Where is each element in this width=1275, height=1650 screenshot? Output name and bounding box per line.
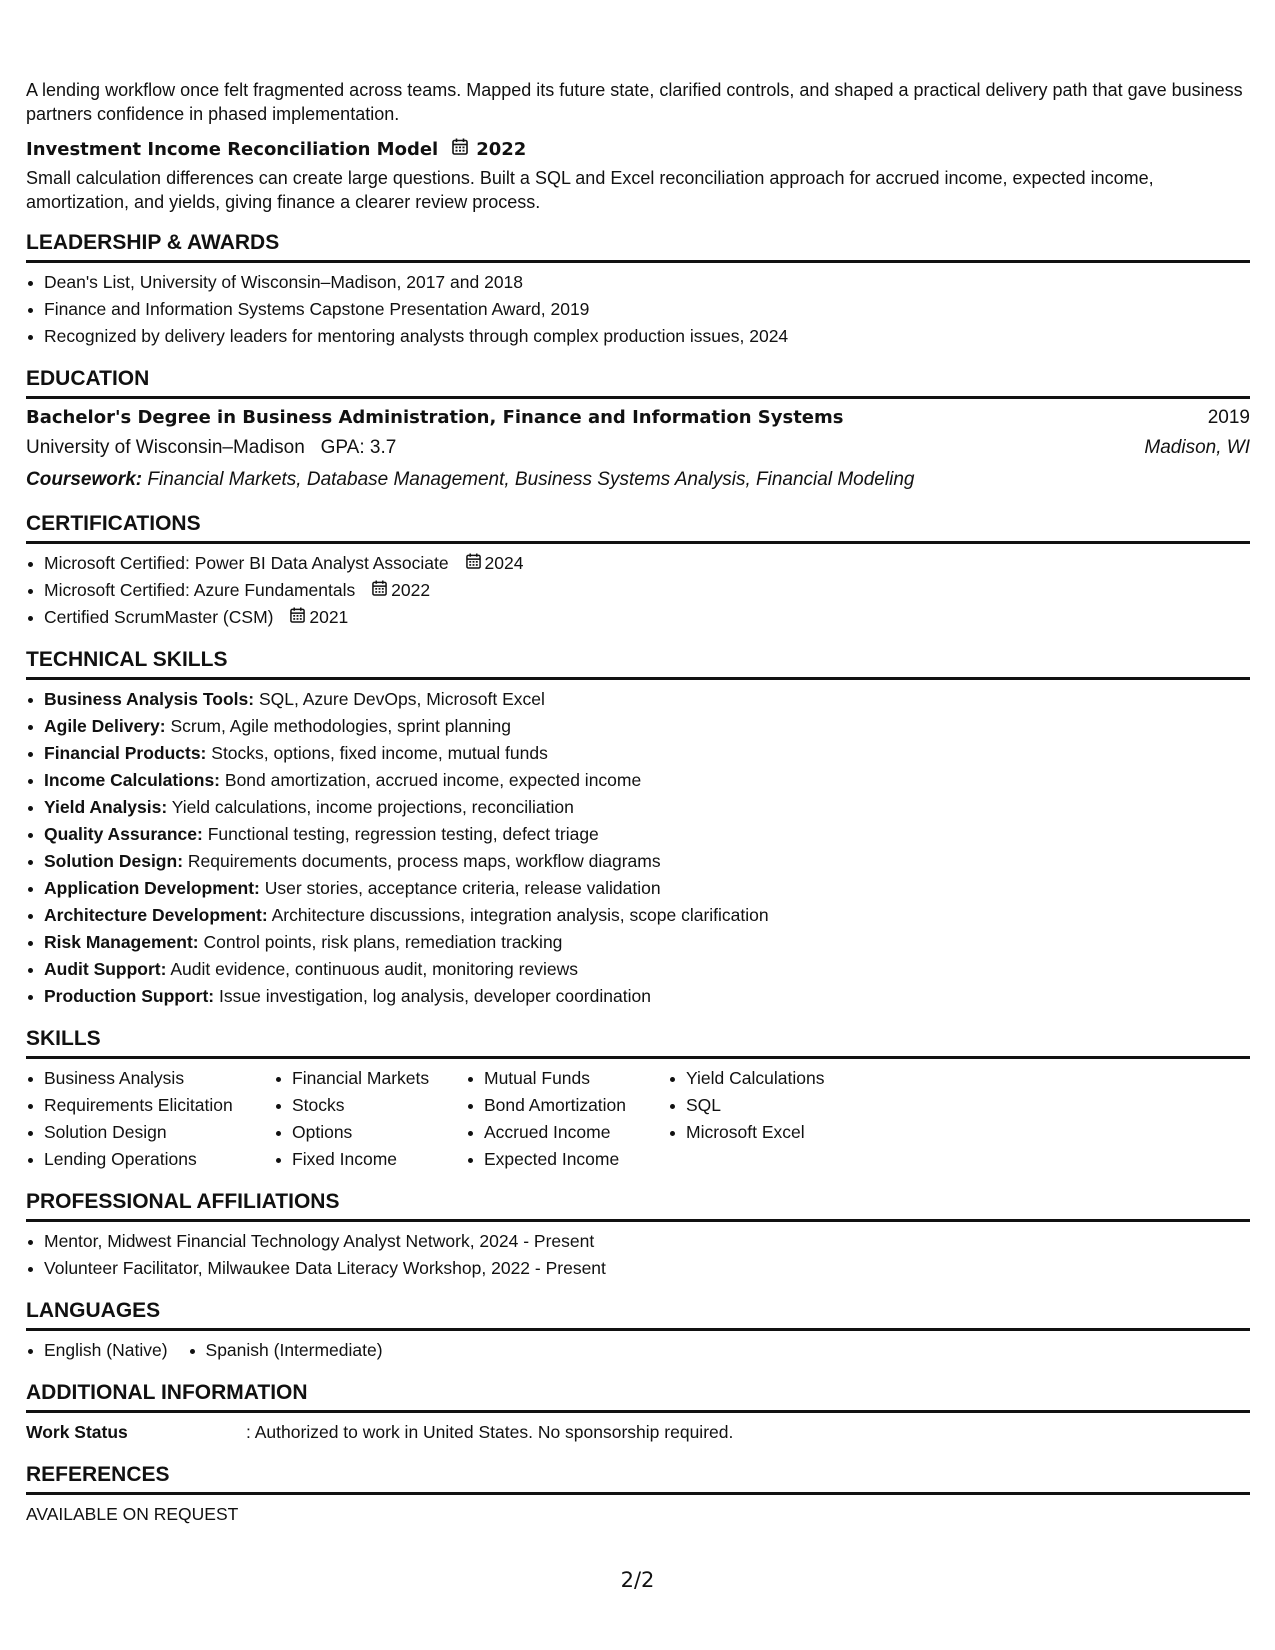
school-location: Madison, WI: [1144, 437, 1250, 458]
coursework-list: Financial Markets, Database Management, Business Systems Analysis, Financial Modeling: [147, 469, 915, 490]
skill-value: User stories, acceptance criteria, release validation: [264, 878, 661, 898]
section-heading-references: REFERENCES: [26, 1462, 1250, 1495]
skill-value: Scrum, Agile methodologies, sprint planning: [170, 716, 511, 736]
section-heading-education: EDUCATION: [26, 366, 1250, 399]
technical-skills-list: [26, 686, 1250, 1010]
list-item: English (Native): [26, 1337, 168, 1364]
skill-value: Stocks, options, fixed income, mutual funds: [211, 743, 548, 763]
gpa: GPA: 3.7: [320, 437, 397, 458]
calendar-icon: [372, 577, 387, 604]
skill-label: Architecture Development:: [44, 905, 268, 925]
list-item: [26, 794, 1250, 821]
skill-label: Business Analysis Tools:: [44, 689, 255, 709]
resume-page: [26, 78, 1250, 1528]
list-item: Requirements Elicitation: [26, 1092, 274, 1119]
skill-label: Production Support:: [44, 986, 215, 1006]
list-item: [26, 875, 1250, 902]
certification-year: 2021: [309, 607, 349, 627]
list-item: [26, 740, 1250, 767]
list-item: Recognized by delivery leaders for mentoring analysts through complex production issues, 2024: [26, 323, 1250, 350]
calendar-icon: [466, 550, 481, 577]
degree-title: Bachelor's Degree in Business Administration, Finance and Information Systems: [26, 407, 844, 428]
skill-value: Control points, risk plans, remediation tracking: [203, 932, 563, 952]
languages-list: [26, 1337, 403, 1364]
skill-label: Yield Analysis:: [44, 797, 168, 817]
calendar-icon: [290, 604, 305, 631]
list-item: [26, 686, 1250, 713]
list-item: [26, 767, 1250, 794]
school-name: University of Wisconsin–Madison: [26, 437, 305, 458]
skill-value: Yield calculations, income projections, reconciliation: [171, 797, 574, 817]
affiliations-list: [26, 1228, 1250, 1282]
list-item: [26, 929, 1250, 956]
coursework-label: Coursework:: [26, 469, 143, 490]
skill-label: Application Development:: [44, 878, 260, 898]
skill-value: Functional testing, regression testing, defect triage: [207, 824, 599, 844]
certification-name: Microsoft Certified: Azure Fundamentals: [44, 580, 356, 600]
list-item: [26, 956, 1250, 983]
skills-columns: [26, 1065, 1250, 1173]
work-status-row: [26, 1419, 1250, 1446]
list-item: [26, 713, 1250, 740]
skill-label: Financial Products:: [44, 743, 207, 763]
section-heading-leadership: LEADERSHIP & AWARDS: [26, 230, 1250, 263]
list-item: Expected Income: [466, 1146, 668, 1173]
certification-name: Microsoft Certified: Power BI Data Analyst Associate: [44, 553, 449, 573]
list-item: [26, 604, 1250, 631]
project-description: A lending workflow once felt fragmented across teams. Mapped its future state, clarified controls, and shaped a practical delivery path that gave business partners confidence in phased implementation.: [26, 80, 1243, 124]
list-item: Solution Design: [26, 1119, 274, 1146]
section-heading-certifications: CERTIFICATIONS: [26, 511, 1250, 544]
skill-value: Requirements documents, process maps, workflow diagrams: [187, 851, 661, 871]
degree-year: 2019: [1207, 407, 1250, 428]
list-item: Business Analysis: [26, 1065, 274, 1092]
list-item: Options: [274, 1119, 466, 1146]
skills-column: [668, 1065, 888, 1173]
list-item: Mentor, Midwest Financial Technology Analyst Network, 2024 - Present: [26, 1228, 1250, 1255]
skill-label: Agile Delivery:: [44, 716, 166, 736]
skill-label: Solution Design:: [44, 851, 184, 871]
list-item: Microsoft Excel: [668, 1119, 888, 1146]
skill-value: Architecture discussions, integration analysis, scope clarification: [271, 905, 769, 925]
skills-column: [466, 1065, 668, 1173]
list-item: [26, 983, 1250, 1010]
list-item: [26, 577, 1250, 604]
certification-year: 2024: [484, 553, 524, 573]
certifications-list: [26, 550, 1250, 631]
skills-column: [274, 1065, 466, 1173]
certification-year: 2022: [391, 580, 431, 600]
section-heading-skills: SKILLS: [26, 1026, 1250, 1059]
section-heading-technical-skills: TECHNICAL SKILLS: [26, 647, 1250, 680]
skill-value: SQL, Azure DevOps, Microsoft Excel: [258, 689, 545, 709]
skill-value: Audit evidence, continuous audit, monitoring reviews: [170, 959, 578, 979]
project-title-row: [26, 138, 1250, 162]
list-item: Finance and Information Systems Capstone Presentation Award, 2019: [26, 296, 1250, 323]
list-item: SQL: [668, 1092, 888, 1119]
coursework-row: [26, 465, 1250, 495]
project-title: Investment Income Reconciliation Model: [26, 139, 439, 160]
skill-label: Quality Assurance:: [44, 824, 203, 844]
calendar-icon: [452, 138, 468, 162]
certification-name: Certified ScrumMaster (CSM): [44, 607, 274, 627]
list-item: Financial Markets: [274, 1065, 466, 1092]
page-number: 2/2: [620, 1568, 655, 1592]
skill-label: Risk Management:: [44, 932, 199, 952]
list-item: Spanish (Intermediate): [188, 1337, 383, 1364]
project-date: 2022: [476, 139, 527, 160]
references-text: AVAILABLE ON REQUEST: [26, 1504, 239, 1524]
list-item: [26, 902, 1250, 929]
list-item: [26, 821, 1250, 848]
list-item: Stocks: [274, 1092, 466, 1119]
list-item: Bond Amortization: [466, 1092, 668, 1119]
work-status-value: : Authorized to work in United States. No sponsorship required.: [246, 1422, 734, 1442]
list-item: Mutual Funds: [466, 1065, 668, 1092]
languages-row: [26, 1337, 1250, 1364]
list-item: Dean's List, University of Wisconsin–Madison, 2017 and 2018: [26, 269, 1250, 296]
education-entry: [26, 403, 1250, 495]
skill-value: Issue investigation, log analysis, developer coordination: [219, 986, 651, 1006]
section-heading-languages: LANGUAGES: [26, 1298, 1250, 1331]
skill-label: Income Calculations:: [44, 770, 221, 790]
skill-label: Audit Support:: [44, 959, 167, 979]
list-item: Fixed Income: [274, 1146, 466, 1173]
list-item: Volunteer Facilitator, Milwaukee Data Literacy Workshop, 2022 - Present: [26, 1255, 1250, 1282]
project-description: Small calculation differences can create large questions. Built a SQL and Excel reconciliation approach for accrued income, expected income, amortization, and yields, giving finance a clearer review process.: [26, 168, 1154, 212]
list-item: [26, 550, 1250, 577]
list-item: Yield Calculations: [668, 1065, 888, 1092]
school-name-row: [26, 433, 396, 463]
list-item: [26, 848, 1250, 875]
section-heading-affiliations: PROFESSIONAL AFFILIATIONS: [26, 1189, 1250, 1222]
list-item: Accrued Income: [466, 1119, 668, 1146]
work-status-label: Work Status: [26, 1422, 128, 1442]
section-heading-additional-info: ADDITIONAL INFORMATION: [26, 1380, 1250, 1413]
list-item: Lending Operations: [26, 1146, 274, 1173]
leadership-list: [26, 269, 1250, 350]
skills-column: [26, 1065, 274, 1173]
skill-value: Bond amortization, accrued income, expected income: [224, 770, 642, 790]
